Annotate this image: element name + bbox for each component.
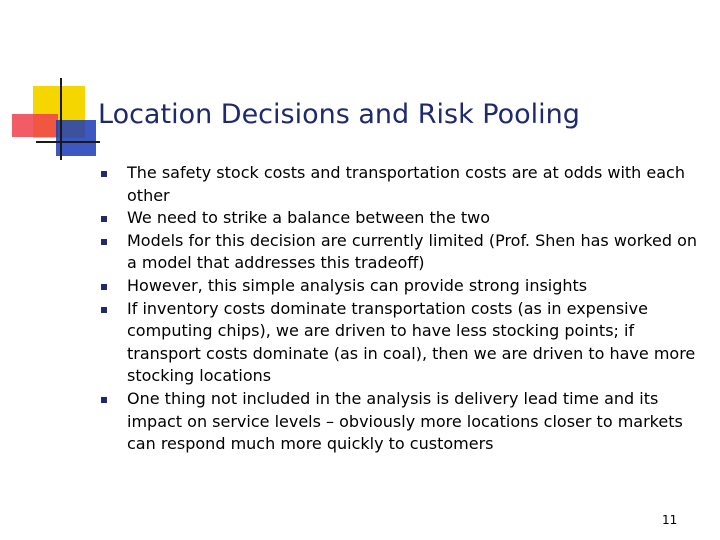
logo-red-bar [12,114,58,137]
bullet-text: If inventory costs dominate transportation costs (as in expensive computing chips), we are driven to have less stocking points; if transport costs dominate (as in coal), then we are driven to have more stocking locations [127,298,696,386]
bullet-list [100,162,710,456]
bullet-text: However, this simple analysis can provide strong insights [127,275,588,295]
bullet-item [100,162,710,207]
bullet-text: The safety stock costs and transportation costs are at odds with each other [127,163,685,205]
slide-title: Location Decisions and Risk Pooling [98,99,580,130]
bullet-text: Models for this decision are currently limited (Prof. Shen has worked on a model that addresses this tradeoff) [127,230,697,273]
bullet-item [100,207,710,230]
bullet-square-icon [101,307,107,313]
title-rule [36,141,100,143]
bullet-text: We need to strike a balance between the two [127,208,491,228]
bullet-square-icon [101,171,107,177]
bullet-square-icon [101,216,107,222]
bullet-item [100,230,710,275]
bullet-item [100,388,710,456]
bullet-text: One thing not included in the analysis is delivery lead time and its impact on service levels – obviously more locations closer to markets can respond much more quickly to customers [127,388,683,454]
bullet-square-icon [101,397,107,403]
logo-vertical-line [60,78,62,160]
bullet-item [100,298,710,388]
slide-logo-decoration [0,0,100,170]
page-number: 11 [662,513,678,527]
bullet-square-icon [101,284,107,290]
bullet-square-icon [101,239,107,245]
bullet-item [100,275,710,298]
logo-blue-square [56,120,96,156]
